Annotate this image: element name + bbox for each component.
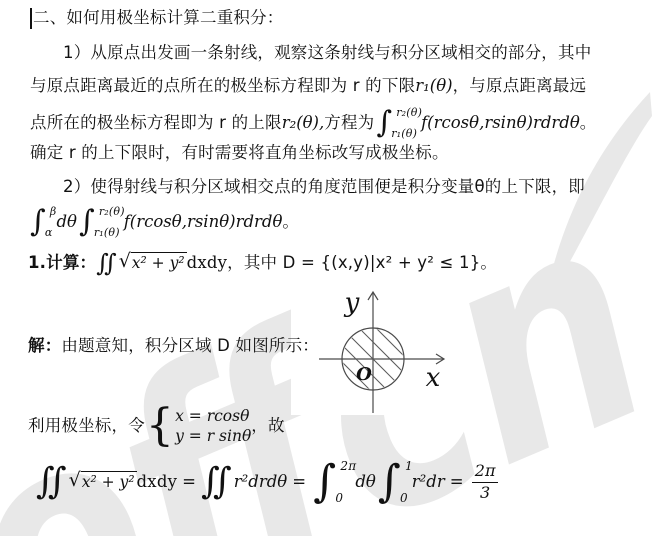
radicand: x² + y² [81, 473, 135, 492]
integral-upper-bound: 2π [340, 459, 357, 473]
integral-sign: ∫ [313, 456, 337, 508]
polar-outro: ，故 [251, 415, 285, 435]
integral-upper-bound: 1 [404, 459, 413, 473]
fraction-denominator: 3 [480, 482, 491, 502]
equation-system [145, 400, 252, 452]
double-integral-sign: ∬ [96, 249, 117, 277]
equals-sign: = [449, 471, 464, 491]
integral-alpha-beta [30, 203, 57, 239]
integral-0-1 [377, 456, 413, 508]
integral-0-2pi [313, 456, 357, 508]
double-integral-sign: ∬ [201, 461, 232, 502]
r2drdtheta: r²drdθ [233, 471, 288, 491]
radical-sign: √ [68, 469, 81, 492]
integral-lower-bound: α [44, 226, 53, 239]
result-fraction [472, 462, 499, 502]
integral-lower-bound: 0 [335, 491, 344, 505]
integral-upper-bound: β [49, 205, 57, 218]
integral-r1-r2 [78, 203, 125, 239]
integral-sign: ∫ [78, 203, 95, 239]
system-eq2: y = r sinθ [175, 427, 252, 445]
final-formula-line [36, 452, 498, 512]
integral-lower-bound: r₁(θ) [93, 226, 120, 239]
integrand: f(rcosθ,rsinθ)rdrdθ [421, 112, 580, 132]
dtheta: dθ [56, 211, 77, 231]
r2dr: r²dr [411, 471, 445, 491]
solution-line [28, 336, 319, 357]
para1-line4 [30, 143, 449, 164]
para1-line3 [30, 106, 597, 140]
para1-line3-end: 。 [579, 112, 597, 132]
integral-lower-bound: 0 [399, 491, 408, 505]
para1-line2-b: ，与原点距离最远 [452, 76, 587, 95]
para1-line2 [30, 76, 586, 97]
solution-label: 解： [28, 336, 62, 355]
heading-text: 二、如何用极坐标计算二重积分： [33, 8, 284, 28]
radicand: x² + y² [131, 254, 185, 273]
dxdy: dxdy [136, 471, 178, 491]
dtheta: dθ [355, 471, 376, 491]
figure-y-label: y [344, 288, 360, 318]
integral-sign: ∫ [30, 203, 46, 239]
formula-end: 。 [282, 211, 300, 231]
para1-line4-text: 确定 r 的上下限时，有时需要将直角坐标改写成极坐标。 [30, 143, 449, 162]
text-cursor[interactable] [30, 8, 32, 29]
integral-sign: ∫ [377, 456, 401, 508]
hatching [321, 283, 431, 415]
para2-line1-text: 2）使得射线与积分区域相交点的角度范围便是积分变量θ的上下限，即 [63, 177, 585, 196]
sqrt-expression [69, 471, 137, 492]
integral-lower-bound: r₁(θ) [391, 127, 418, 140]
integrand: f(rcosθ,rsinθ)rdrdθ [123, 211, 283, 231]
para2-formula [28, 203, 299, 241]
sqrt-expression [119, 252, 187, 273]
dxdy: dxdy [186, 252, 228, 272]
integral-sign: ∫ [376, 104, 393, 140]
system-eq1: x = rcosθ [175, 406, 250, 425]
problem-label: 1.计算： [28, 252, 97, 272]
para1-line1-text: 1）从原点出发画一条射线，观察这条射线与积分区域相交的部分，其中 [63, 43, 592, 62]
figure-x-label: x [425, 363, 441, 393]
fraction-numerator: 2π [472, 462, 499, 482]
axes [319, 292, 444, 413]
polar-intro: 利用极坐标，令 [28, 415, 145, 435]
integral-r1-r2 [376, 104, 423, 140]
para1-line3-b: 方程为 [324, 112, 375, 132]
para1-line3-a: 点所在的极坐标方程即为 r 的上限 [30, 112, 282, 132]
para2-line1 [63, 177, 585, 198]
solution-text: 由题意知，积分区域 D 如图所示： [61, 336, 320, 355]
r2-upper-limit: r₂(θ), [281, 112, 325, 132]
equals-sign: = [292, 471, 307, 491]
equals-sign: = [182, 471, 197, 491]
para1-line1 [63, 43, 591, 64]
r1-lower-limit: r₁(θ) [415, 76, 453, 95]
para1-line2-a: 与原点距离最近的点所在的极坐标方程即为 r 的下限 [30, 76, 416, 95]
integral-upper-bound: r₂(θ) [396, 106, 423, 119]
polar-substitution-line [28, 402, 285, 450]
left-brace: { [145, 400, 175, 452]
problem-line [28, 247, 497, 279]
heading-line [30, 8, 284, 29]
problem-domain: ，其中 D = {(x,y)|x² + y² ≤ 1}。 [227, 252, 498, 272]
figure-origin-label: O [356, 364, 372, 385]
integral-upper-bound: r₂(θ) [98, 205, 125, 218]
radical-sign: √ [118, 250, 131, 273]
double-integral-sign: ∬ [36, 461, 67, 502]
